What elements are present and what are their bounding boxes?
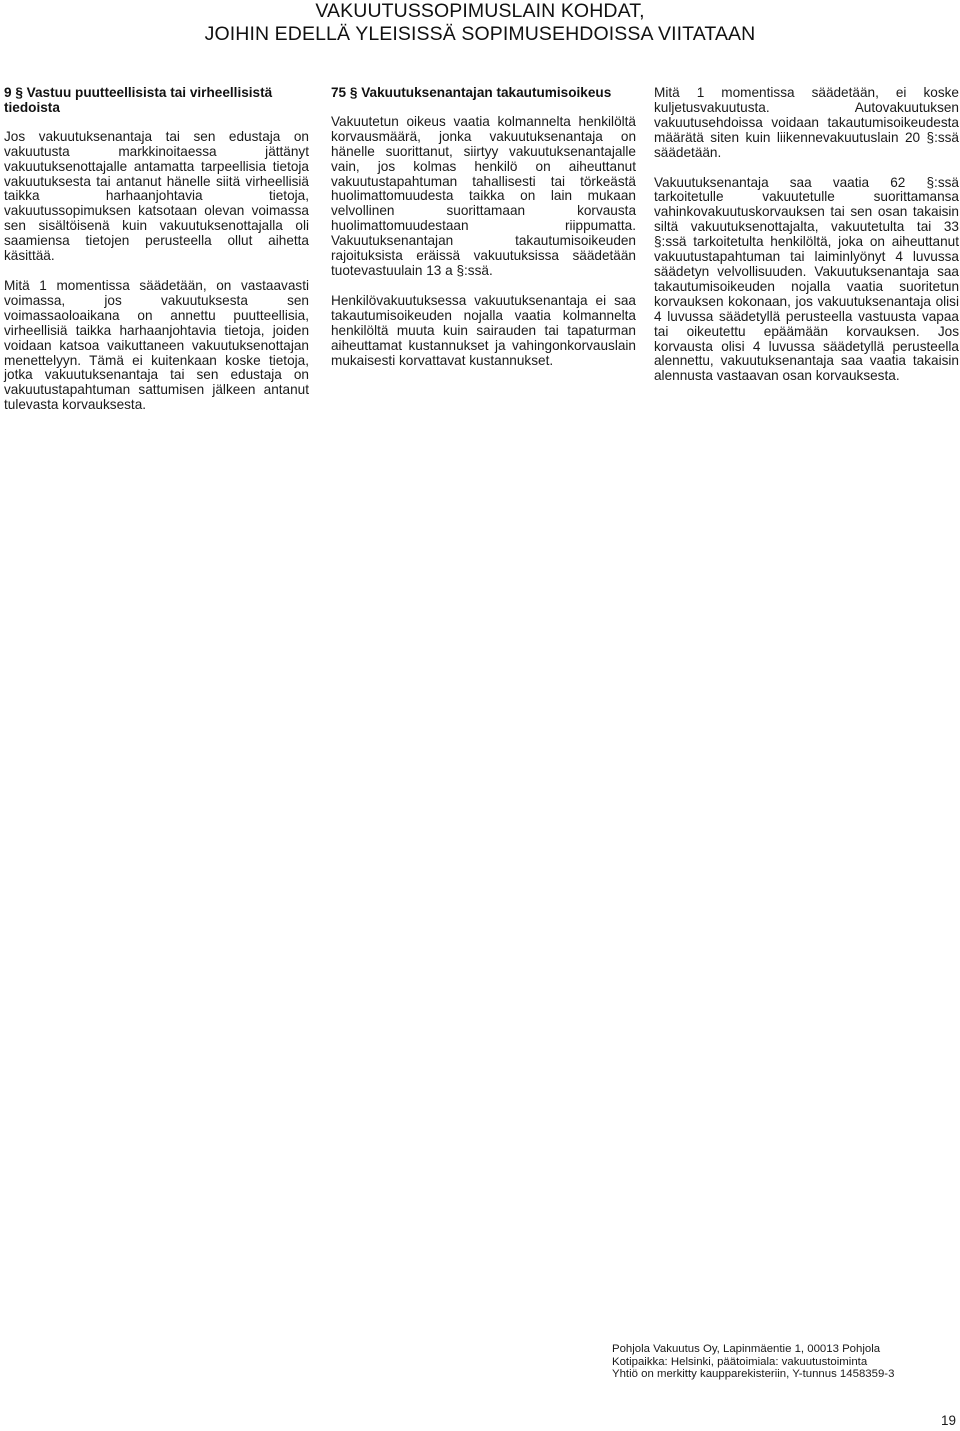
paragraph: Mitä 1 momentissa säädetään, ei koske kuljetusvakuutusta. Autovakuutuksen vakuutusehdoissa voidaan takautumisoikeudesta määrätä siten kuin liikennevakuutuslain 20 §:ssä säädetään. xyxy=(654,85,959,160)
company-footer xyxy=(612,1343,952,1381)
paragraph: Vakuutuksenantaja saa vaatia 62 §:ssä tarkoitetulle vakuutetulle suorittamansa vahinkovakuutuskorvauksen tai sen osan takaisin siltä vakuutuksenottajalta, vakuutetulta tai 33 §:ssä tarkoitetulta henkilöltä, joka on aiheuttanut vakuutustapahtuman tai laiminlyönyt 4 luvussa säädetyn velvollisuuden. Vakuutuksenantaja saa takautumisoikeuden nojalla vaatia suoritetun korvauksen kokonaan, jos vakuutuksenantaja olisi 4 luvussa säädetyllä perusteella vastuusta vapaa tai oikeutettu epäämään korvauksen. Jos korvausta olisi 4 luvussa säädetyllä perusteella alennettu, vakuutuksenantaja saa vaatia takaisin alennusta vastaavan osan korvauksesta. xyxy=(654,174,959,384)
paragraph: Vakuutetun oikeus vaatia kolmannelta henkilöltä korvausmäärä, jonka vakuutuksenantaja on hänelle suorittanut, siirtyy vakuutuksenantajalle vain, jos kolmas henkilö on aiheuttanut vakuutustapahtuman tahallisesti tai törkeästä huolimattomuudesta taikka on lain mukaan velvollinen suorittamaan korvausta huolimattomuudestaan riippumatta. Vakuutuksenantajan takautumisoikeuden rajoituksista eräissä vakuutuksissa säädetään tuotevastuulain 13 a §:ssä. xyxy=(331,113,636,278)
footer-address-line: Pohjola Vakuutus Oy, Lapinmäentie 1, 00013 Pohjola xyxy=(612,1343,881,1355)
footer-domicile-line: Kotipaikka: Helsinki, päätoimiala: vakuutustoiminta xyxy=(612,1355,868,1368)
text-column-1 xyxy=(4,86,309,428)
page-header xyxy=(0,0,960,46)
section-heading-9: 9 § Vastuu puutteellisista tai virheellisistä tiedoista xyxy=(4,85,273,115)
page-title-line-2: JOIHIN EDELLÄ YLEISISSÄ SOPIMUSEHDOISSA VIITATAAN xyxy=(204,23,756,45)
page-number: 19 xyxy=(940,1413,956,1428)
footer-registry-line: Yhtiö on merkitty kaupparekisteriin, Y-tunnus 1458359-3 xyxy=(612,1368,895,1380)
paragraph: Jos vakuutuksenantaja tai sen edustaja on vakuutusta markkinoitaessa jättänyt vakuutuksenottajalle antamatta tarpeellisia tietoja vakuutuksesta tai antanut hänelle siitä virheellisiä taikka harhaanjohtavia tietoja, vakuutussopimuksen katsotaan olevan voimassa sen sisältöisenä kuin vakuutuksenottajalla oli saamiensa tietojen perusteella ollut aihetta käsittää. xyxy=(4,128,309,264)
paragraph: Henkilövakuutuksessa vakuutuksenantaja ei saa takautumisoikeuden nojalla vaatia kolmannelta henkilöltä muuta kuin sairauden tai tapaturman aiheuttamat kustannukset ja vahingonkorvauslain mukaisesti korvattavat kustannukset. xyxy=(331,292,636,368)
text-column-2 xyxy=(331,86,636,383)
page-title-line-1: VAKUUTUSSOPIMUSLAIN KOHDAT, xyxy=(315,0,645,22)
section-heading-75: 75 § Vakuutuksenantajan takautumisoikeus xyxy=(331,85,612,100)
paragraph: Mitä 1 momentissa säädetään, on vastaavasti voimassa, jos vakuutuksesta sen voimassaoloaikana on annettu puutteellisia, virheellisiä taikka harhaanjohtavia tietoja, joiden voidaan katsoa vaikuttaneen vakuutuksenottajan menettelyyn. Tämä ei kuitenkaan koske tietoja, jotka vakuutuksenantaja tai sen edustaja on vakuutustapahtuman sattumisen jälkeen antanut tulevasta korvauksesta. xyxy=(4,277,309,413)
text-column-3 xyxy=(654,86,959,399)
